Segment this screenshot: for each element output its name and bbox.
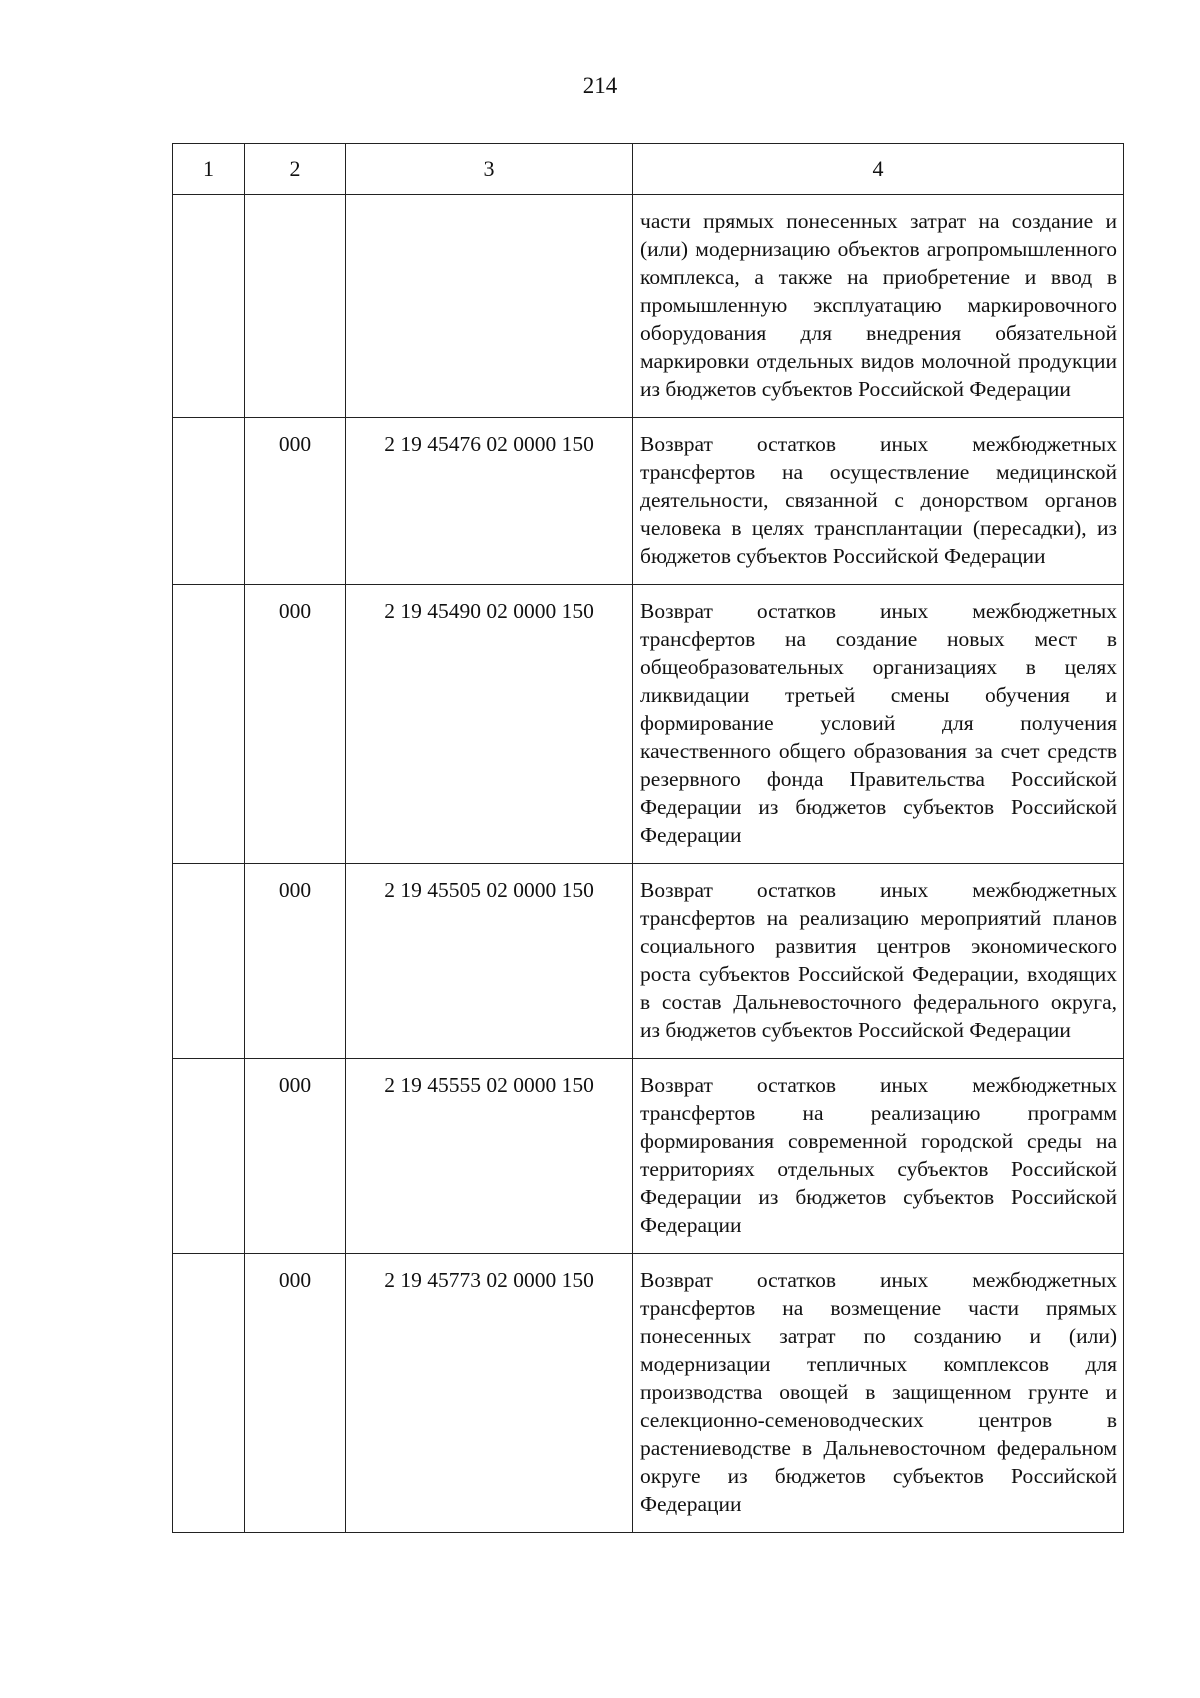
budget-code-cell [346, 195, 633, 418]
description-cell: Возврат остатков иных межбюджетных трансфертов на осуществление медицинской деятельности, связанной с донорством органов человека в целях трансплантации (пересадки), из бюджетов субъектов Российской Федерации [633, 418, 1124, 585]
admin-code-cell: 000 [245, 418, 346, 585]
budget-code-cell: 2 19 45555 02 0000 150 [346, 1059, 633, 1254]
row-number-cell [173, 585, 245, 864]
table-row [173, 864, 1124, 1059]
row-number-cell [173, 1059, 245, 1254]
row-number-cell [173, 864, 245, 1059]
budget-code-cell: 2 19 45505 02 0000 150 [346, 864, 633, 1059]
column-header: 1 [173, 144, 245, 195]
table-row [173, 418, 1124, 585]
table-row [173, 195, 1124, 418]
column-header: 2 [245, 144, 346, 195]
page-number: 214 [582, 73, 618, 98]
column-header: 4 [633, 144, 1124, 195]
budget-code-cell: 2 19 45773 02 0000 150 [346, 1254, 633, 1533]
table-row [173, 1254, 1124, 1533]
row-number-cell [173, 1254, 245, 1533]
table-row [173, 585, 1124, 864]
admin-code-cell: 000 [245, 864, 346, 1059]
admin-code-cell: 000 [245, 585, 346, 864]
description-cell: Возврат остатков иных межбюджетных трансфертов на реализацию мероприятий планов социального развития центров экономического роста субъектов Российской Федерации, входящих в состав Дальневосточного федерального округа, из бюджетов субъектов Российской Федерации [633, 864, 1124, 1059]
description-cell: части прямых понесенных затрат на создание и (или) модернизацию объектов агропромышленного комплекса, а также на приобретение и ввод в промышленную эксплуатацию маркировочного оборудования для внедрения обязательной маркировки отдельных видов молочной продукции из бюджетов субъектов Российской Федерации [633, 195, 1124, 418]
table-header-row [173, 144, 1124, 195]
admin-code-cell: 000 [245, 1254, 346, 1533]
column-header: 3 [346, 144, 633, 195]
budget-code-table [172, 143, 1124, 1533]
budget-code-cell: 2 19 45476 02 0000 150 [346, 418, 633, 585]
description-cell: Возврат остатков иных межбюджетных трансфертов на создание новых мест в общеобразовательных организациях в целях ликвидации третьей смены обучения и формирование условий для получения качественного общего образования за счет средств резервного фонда Правительства Российской Федерации из бюджетов субъектов Российской Федерации [633, 585, 1124, 864]
table-row [173, 1059, 1124, 1254]
row-number-cell [173, 195, 245, 418]
admin-code-cell: 000 [245, 1059, 346, 1254]
admin-code-cell [245, 195, 346, 418]
description-cell: Возврат остатков иных межбюджетных трансфертов на реализацию программ формирования современной городской среды на территориях отдельных субъектов Российской Федерации из бюджетов субъектов Российской Федерации [633, 1059, 1124, 1254]
budget-code-cell: 2 19 45490 02 0000 150 [346, 585, 633, 864]
description-cell: Возврат остатков иных межбюджетных трансфертов на возмещение части прямых понесенных затрат по созданию и (или) модернизации тепличных комплексов для производства овощей в защищенном грунте и селекционно-семеноводческих центров в растениеводстве в Дальневосточном федеральном округе из бюджетов субъектов Российской Федерации [633, 1254, 1124, 1533]
row-number-cell [173, 418, 245, 585]
